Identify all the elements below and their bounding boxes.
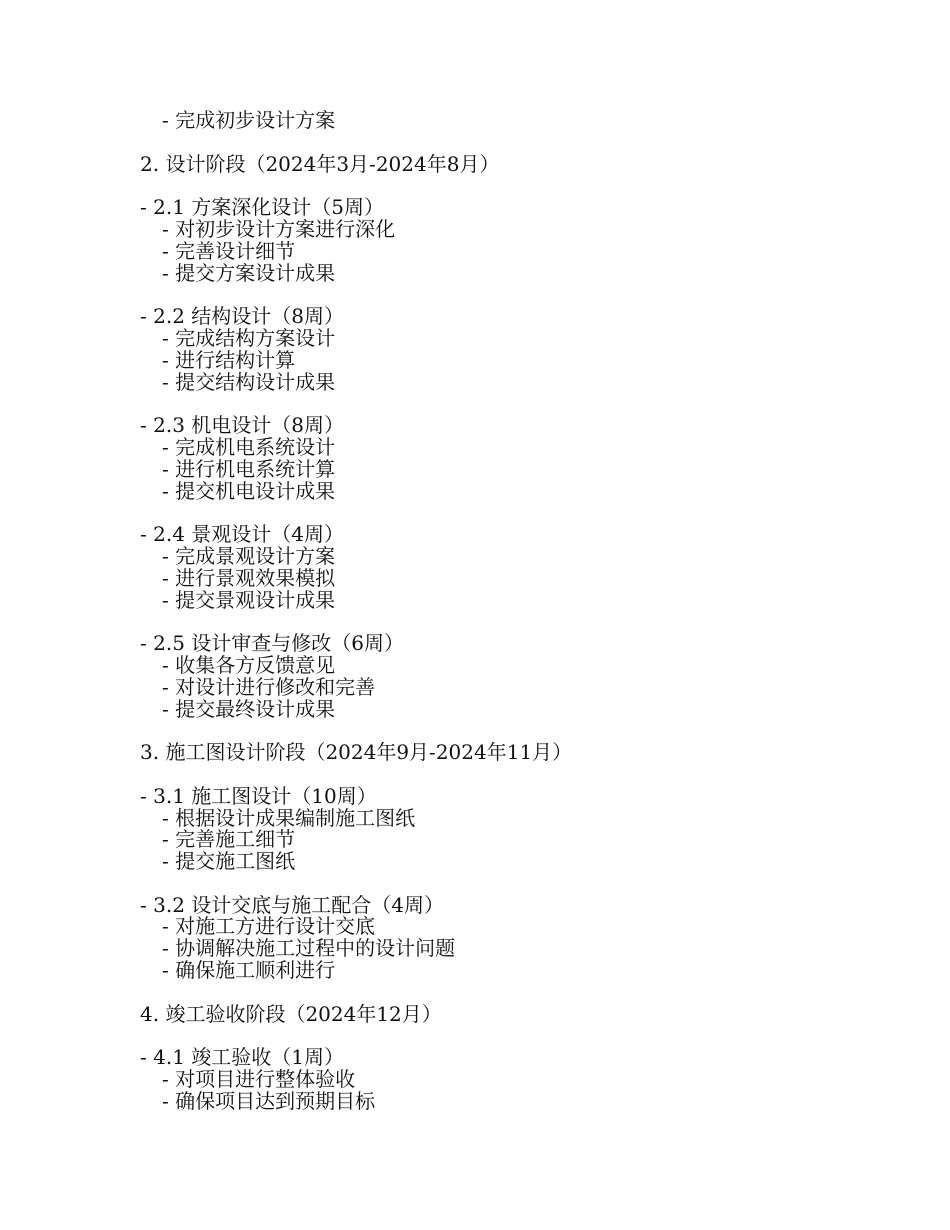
list-item: - 完成景观设计方案: [162, 543, 336, 568]
blank-line: [140, 873, 920, 895]
list-item: - 协调解决施工过程中的设计问题: [162, 936, 456, 961]
subsection-heading: - 2.2 结构设计（8周）: [140, 304, 345, 329]
list-item: - 确保项目达到预期目标: [162, 1088, 376, 1113]
list-item: - 收集各方反馈意见: [162, 652, 336, 677]
blank-line: [140, 284, 920, 306]
list-item: - 确保施工顺利进行: [162, 958, 336, 983]
list-item: - 提交结构设计成果: [162, 369, 336, 394]
list-item: - 完善设计细节: [162, 238, 296, 263]
subsection-heading: - 2.5 设计审查与修改（6周）: [140, 631, 405, 656]
list-item: - 进行机电系统计算: [162, 456, 336, 481]
subsection-heading: - 2.1 方案深化设计（5周）: [140, 195, 385, 220]
list-item: - 提交方案设计成果: [162, 260, 336, 285]
section-heading: 2. 设计阶段（2024年3月-2024年8月）: [140, 151, 500, 176]
blank-line: [140, 175, 920, 197]
list-item: - 提交景观设计成果: [162, 587, 336, 612]
list-item: - 对施工方进行设计交底: [162, 914, 376, 939]
list-item: - 完成机电系统设计: [162, 434, 336, 459]
list-item: - 完成结构方案设计: [162, 325, 336, 350]
subsection-heading: - 4.1 竣工验收（1周）: [140, 1045, 345, 1070]
list-item: - 提交最终设计成果: [162, 696, 336, 721]
blank-line: [140, 1025, 920, 1047]
list-item: - 提交机电设计成果: [162, 478, 336, 503]
section-heading: 3. 施工图设计阶段（2024年9月-2024年11月）: [140, 740, 573, 765]
list-item: - 提交施工图纸: [162, 849, 296, 874]
list-item: - 对设计进行修改和完善: [162, 674, 376, 699]
document-page: [140, 110, 920, 1113]
blank-line: [140, 611, 920, 633]
list-item: - 进行景观效果模拟: [162, 565, 336, 590]
blank-line: [140, 720, 920, 742]
list-item: - 对初步设计方案进行深化: [162, 216, 396, 241]
subsection-heading: - 3.2 设计交底与施工配合（4周）: [140, 892, 445, 917]
list-item: - 对项目进行整体验收: [162, 1067, 356, 1092]
list-item: - 进行结构计算: [162, 347, 296, 372]
subsection-heading: - 3.1 施工图设计（10周）: [140, 783, 377, 808]
blank-line: [140, 132, 920, 154]
section-heading: 4. 竣工验收阶段（2024年12月）: [140, 1001, 442, 1026]
list-item: - 完成初步设计方案: [162, 108, 336, 132]
subsection-heading: - 2.4 景观设计（4周）: [140, 522, 345, 547]
blank-line: [140, 502, 920, 524]
list-item: - 完善施工细节: [162, 827, 296, 852]
list-item: - 根据设计成果编制施工图纸: [162, 805, 416, 830]
blank-line: [140, 982, 920, 1004]
subsection-heading: - 2.3 机电设计（8周）: [140, 413, 345, 438]
blank-line: [140, 764, 920, 786]
blank-line: [140, 393, 920, 415]
